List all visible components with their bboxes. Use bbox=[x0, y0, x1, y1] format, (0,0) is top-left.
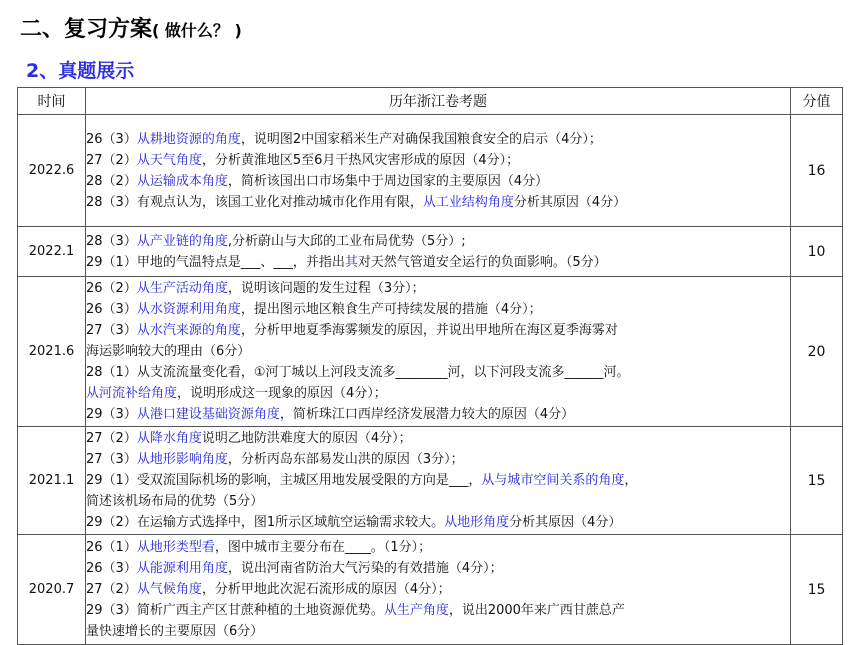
highlight-text: 其 bbox=[344, 254, 358, 270]
question-text: ，说出2000年来广西甘蔗总产 bbox=[448, 603, 625, 618]
question-line bbox=[86, 320, 790, 341]
question-text: ，分析甲地此次泥石流形成的原因（4分）； bbox=[201, 582, 451, 597]
question-line bbox=[86, 491, 790, 512]
question-line bbox=[86, 129, 790, 150]
question-line bbox=[86, 192, 790, 213]
question-line bbox=[86, 512, 790, 533]
question-text: 量快速增长的主要原因（6分） bbox=[86, 624, 264, 639]
question-text: ，分析甲地夏季海雾频发的原因，并说出甲地所在海区夏季海雾对 bbox=[240, 323, 618, 338]
highlight-text: 从地形角度 bbox=[444, 515, 510, 530]
row-time: 2020.7 bbox=[18, 535, 86, 645]
section-title: 2、真题展示 bbox=[26, 60, 135, 82]
question-text: 29（3）简析广西主产区甘蔗种植的土地资源优势。 bbox=[86, 603, 384, 618]
table-header-row bbox=[18, 88, 843, 115]
highlight-text: 从水资源利用角度 bbox=[136, 302, 241, 317]
question-text: 29（1）受双流国际机场的影响，主城区用地发展受限的方向是___， bbox=[86, 473, 482, 488]
question-line bbox=[86, 404, 790, 425]
highlight-text: 从水汽来源的角度 bbox=[136, 323, 241, 338]
highlight-text: 从生产角度 bbox=[383, 603, 449, 618]
row-questions bbox=[86, 227, 791, 277]
question-text: ，说出河南省防治大气污染的有效措施（4分）； bbox=[227, 561, 503, 576]
question-line bbox=[86, 600, 790, 621]
exam-table bbox=[17, 87, 843, 645]
question-line bbox=[86, 231, 790, 252]
row-questions bbox=[86, 427, 791, 535]
question-text: 对天然气管道安全运行的负面影响。（5分） bbox=[357, 254, 607, 270]
question-text: 26（3） bbox=[86, 131, 137, 147]
row-score: 15 bbox=[791, 427, 843, 535]
question-line bbox=[86, 558, 790, 579]
row-score: 15 bbox=[791, 535, 843, 645]
question-text: 28（2） bbox=[86, 173, 137, 189]
question-text: 26（3） bbox=[86, 302, 137, 317]
highlight-text: 从生产活动角度 bbox=[136, 281, 228, 296]
question-text: 分析其原因（4分） bbox=[509, 515, 622, 530]
row-questions bbox=[86, 115, 791, 227]
table-row bbox=[18, 115, 843, 227]
question-text: 28（3）有观点认为，该国工业化对推动城市化作用有限， bbox=[86, 194, 423, 210]
row-questions bbox=[86, 535, 791, 645]
question-text: 28（1）从支流流量变化看，①河丁城以上河段支流多________河，以下河段支流多______河。 bbox=[86, 365, 630, 380]
question-text: ，简析珠江口西岸经济发展潜力较大的原因（4分） bbox=[279, 407, 575, 422]
highlight-text: 从耕地资源的角度 bbox=[136, 131, 241, 147]
highlight-text: 从运输成本角度 bbox=[136, 173, 228, 189]
question-text: 27（3） bbox=[86, 323, 137, 338]
row-questions bbox=[86, 277, 791, 427]
highlight-text: 从能源利用角度 bbox=[136, 561, 228, 576]
highlight-text: 从天气角度 bbox=[136, 152, 202, 168]
question-text: 简述该机场布局的优势（5分） bbox=[86, 494, 264, 509]
page-title bbox=[20, 12, 242, 43]
question-text: 27（2） bbox=[86, 152, 137, 168]
question-text: 28（3） bbox=[86, 233, 137, 249]
title-sub: ( 做什么？ ) bbox=[152, 21, 242, 40]
question-text: ，分析黄淮地区5至6月干热风灾害形成的原因（4分）； bbox=[201, 152, 520, 168]
question-text: ， bbox=[624, 473, 638, 488]
row-score: 20 bbox=[791, 277, 843, 427]
question-text: 27（3） bbox=[86, 452, 137, 467]
question-text: ,分析蔚山与大邱的工业布局优势（5分）; bbox=[227, 233, 466, 249]
table-row bbox=[18, 277, 843, 427]
question-text: 说明乙地防洪难度大的原因（4分）； bbox=[201, 431, 412, 446]
question-line bbox=[86, 449, 790, 470]
question-line bbox=[86, 278, 790, 299]
question-text: 29（1）甲地的气温特点是___、___，并指出 bbox=[86, 254, 345, 270]
table-row bbox=[18, 427, 843, 535]
question-line bbox=[86, 150, 790, 171]
highlight-text: 从工业结构角度 bbox=[422, 194, 514, 210]
highlight-text: 从地形影响角度 bbox=[136, 452, 228, 467]
question-text: ，说明该问题的发生过程（3分）； bbox=[227, 281, 425, 296]
row-time: 2022.1 bbox=[18, 227, 86, 277]
highlight-text: 从降水角度 bbox=[136, 431, 202, 446]
question-text: 海运影响较大的理由（6分） bbox=[86, 344, 251, 359]
highlight-text: 从地形类型看 bbox=[136, 540, 215, 555]
question-text: 27（2） bbox=[86, 582, 137, 597]
question-text: 26（2） bbox=[86, 281, 137, 296]
question-line bbox=[86, 428, 790, 449]
question-text: 分析其原因（4分） bbox=[513, 194, 627, 210]
header-score: 分值 bbox=[791, 88, 843, 115]
question-text: ，图中城市主要分布在____。（1分）； bbox=[214, 540, 432, 555]
row-time: 2021.6 bbox=[18, 277, 86, 427]
question-line bbox=[86, 579, 790, 600]
question-line bbox=[86, 470, 790, 491]
question-line bbox=[86, 252, 790, 273]
question-line bbox=[86, 537, 790, 558]
question-text: 26（3） bbox=[86, 561, 137, 576]
highlight-text: 从与城市空间关系的角度 bbox=[481, 473, 625, 488]
question-line bbox=[86, 299, 790, 320]
header-questions: 历年浙江卷考题 bbox=[86, 88, 791, 115]
question-text: ，提出图示地区粮食生产可持续发展的措施（4分）； bbox=[240, 302, 542, 317]
title-main: 二、复习方案 bbox=[20, 17, 153, 42]
question-text: 26（1） bbox=[86, 540, 137, 555]
row-score: 10 bbox=[791, 227, 843, 277]
question-line bbox=[86, 383, 790, 404]
table-row bbox=[18, 227, 843, 277]
highlight-text: 从气候角度 bbox=[136, 582, 202, 597]
question-text: 29（2）在运输方式选择中，图1所示区域航空运输需求较大。 bbox=[86, 515, 445, 530]
table-row bbox=[18, 535, 843, 645]
question-text: ，分析丙岛东部易发山洪的原因（3分）； bbox=[227, 452, 464, 467]
question-text: ，说明图2中国家稻米生产对确保我国粮食安全的启示（4分）； bbox=[240, 131, 602, 147]
highlight-text: 从港口建设基础资源角度 bbox=[136, 407, 280, 422]
row-score: 16 bbox=[791, 115, 843, 227]
question-text: ，简析该国出口市场集中于周边国家的主要原因（4分） bbox=[227, 173, 549, 189]
highlight-text: 从产业链的角度 bbox=[136, 233, 228, 249]
question-text: 29（3） bbox=[86, 407, 137, 422]
highlight-text: 从河流补给角度 bbox=[86, 386, 178, 401]
table-body bbox=[18, 115, 843, 645]
question-line bbox=[86, 341, 790, 362]
row-time: 2021.1 bbox=[18, 427, 86, 535]
question-text: ，说明形成这一现象的原因（4分）； bbox=[177, 386, 387, 401]
header-time: 时间 bbox=[18, 88, 86, 115]
question-line bbox=[86, 362, 790, 383]
question-line bbox=[86, 621, 790, 642]
question-text: 27（2） bbox=[86, 431, 137, 446]
question-line bbox=[86, 171, 790, 192]
row-time: 2022.6 bbox=[18, 115, 86, 227]
